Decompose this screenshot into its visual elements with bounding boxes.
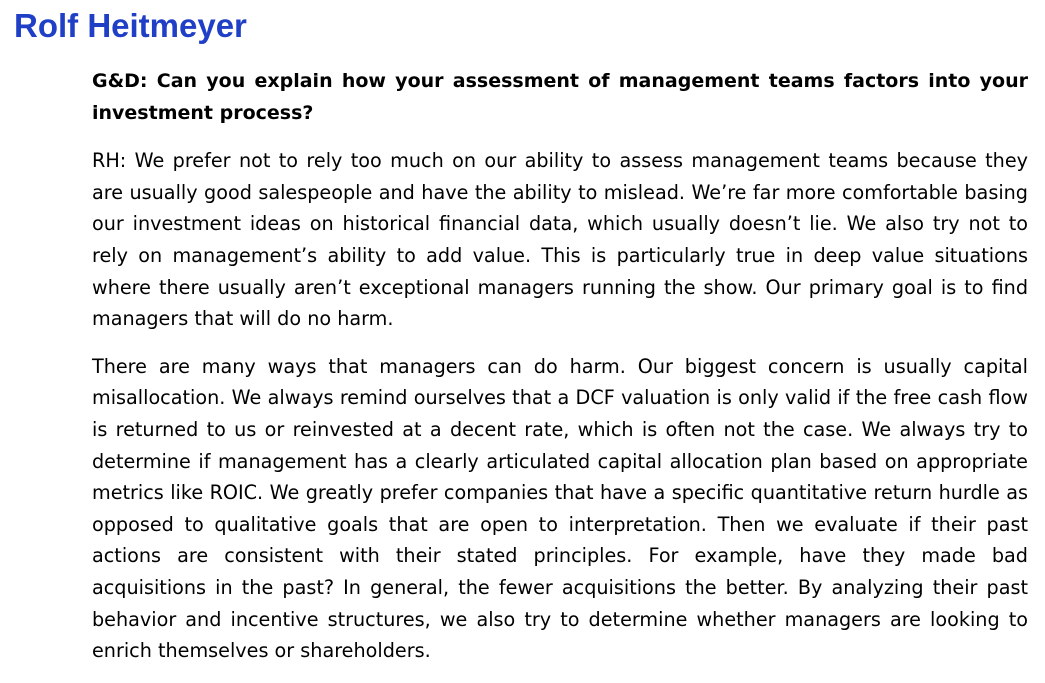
page-title: Rolf Heitmeyer bbox=[14, 7, 247, 44]
interview-question: G&D: Can you explain how your assessment of management teams factors into your investment process? bbox=[92, 70, 1028, 124]
answer-paragraph-1: RH: We prefer not to rely too much on our ability to assess management teams because they are usually good salespeople and have the ability to mislead. We’re far more comfortable basing our investment ideas on historical financial data, which usually doesn’t lie. We also try not to rely on management’s ability to add value. This is particularly true in deep value situations where there usually aren’t exceptional managers running the show. Our primary goal is to find managers that will do no harm. bbox=[92, 149, 1028, 331]
interview-body bbox=[92, 66, 1028, 683]
answer-paragraph-2: There are many ways that managers can do harm. Our biggest concern is usually capital misallocation. We always remind ourselves that a DCF valuation is only valid if the free cash flow is returned to us or reinvested at a decent rate, which is often not the case. We always try to determine if management has a clearly articulated capital allocation plan based on appropriate metrics like ROIC. We greatly prefer companies that have a specific quantitative return hurdle as opposed to qualitative goals that are open to interpretation. Then we evaluate if their past actions are consistent with their stated principles. For example, have they made bad acquisitions in the past? In general, the fewer acquisitions the better. By analyzing their past behavior and incentive structures, we also try to determine whether managers are looking to enrich themselves or shareholders. bbox=[92, 354, 1028, 663]
